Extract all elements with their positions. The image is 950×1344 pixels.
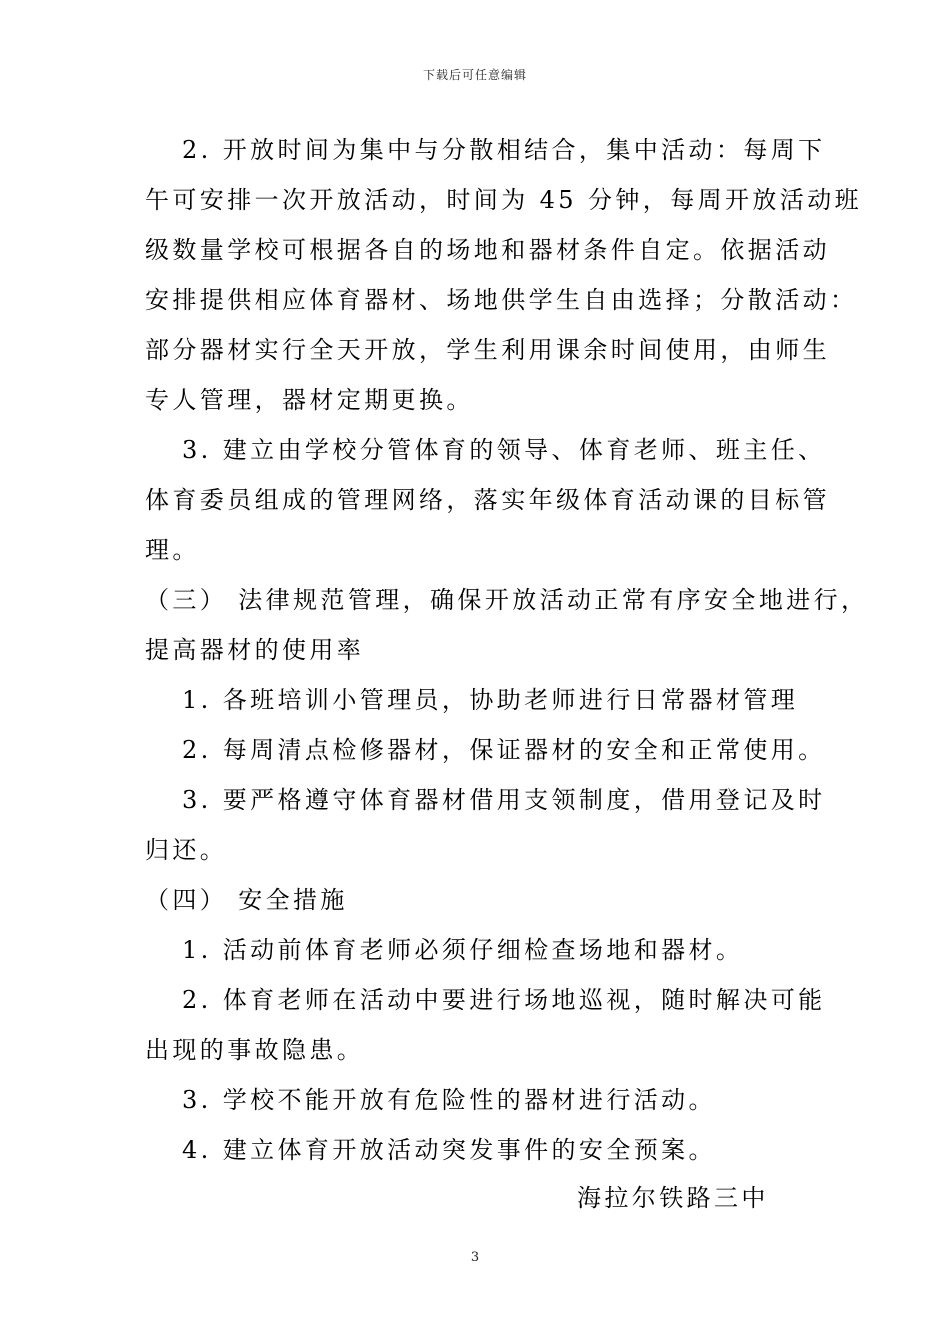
paragraph-line: 专人管理，器材定期更换。 [145, 386, 474, 414]
paragraph-line: 出现的事故隐患。 [145, 1036, 365, 1064]
page-number: 3 [470, 1250, 480, 1265]
paragraph-line: 理。 [145, 536, 200, 564]
paragraph-line: 1. 各班培训小管理员，协助老师进行日常器材管理 [182, 686, 799, 714]
section-heading: （三） 法律规范管理，确保开放活动正常有序安全地进行， [145, 586, 869, 614]
paragraph-line: 4. 建立体育开放活动突发事件的安全预案。 [182, 1136, 716, 1164]
paragraph-line: 3. 学校不能开放有危险性的器材进行活动。 [182, 1086, 716, 1114]
page-header: 下载后可任意编辑 [422, 68, 527, 82]
paragraph-line: 安排提供相应体育器材、场地供学生自由选择；分散活动： [145, 286, 858, 314]
paragraph-line: 3. 要严格遵守体育器材借用支领制度，借用登记及时 [182, 786, 826, 814]
paragraph-line: 体育委员组成的管理网络，落实年级体育活动课的目标管 [145, 486, 830, 514]
section-heading: （四） 安全措施 [145, 886, 348, 914]
paragraph-line: 部分器材实行全天开放，学生利用课余时间使用，由师生 [145, 336, 830, 364]
paragraph-line: 1. 活动前体育老师必须仔细检查场地和器材。 [182, 936, 744, 964]
paragraph-line: 2. 每周清点检修器材，保证器材的安全和正常使用。 [182, 736, 826, 764]
paragraph-line: 归还。 [145, 836, 228, 864]
paragraph-line: 2. 体育老师在活动中要进行场地巡视，随时解决可能 [182, 986, 826, 1014]
paragraph-line: 3. 建立由学校分管体育的领导、体育老师、班主任、 [182, 436, 826, 464]
paragraph-line: 2. 开放时间为集中与分散相结合，集中活动：每周下 [182, 136, 826, 164]
signature: 海拉尔铁路三中 [577, 1184, 769, 1212]
section-heading: 提高器材的使用率 [145, 636, 365, 664]
paragraph-line: 级数量学校可根据各自的场地和器材条件自定。依据活动 [145, 236, 830, 264]
paragraph-line: 午可安排一次开放活动，时间为 45 分钟，每周开放活动班 [145, 186, 862, 214]
